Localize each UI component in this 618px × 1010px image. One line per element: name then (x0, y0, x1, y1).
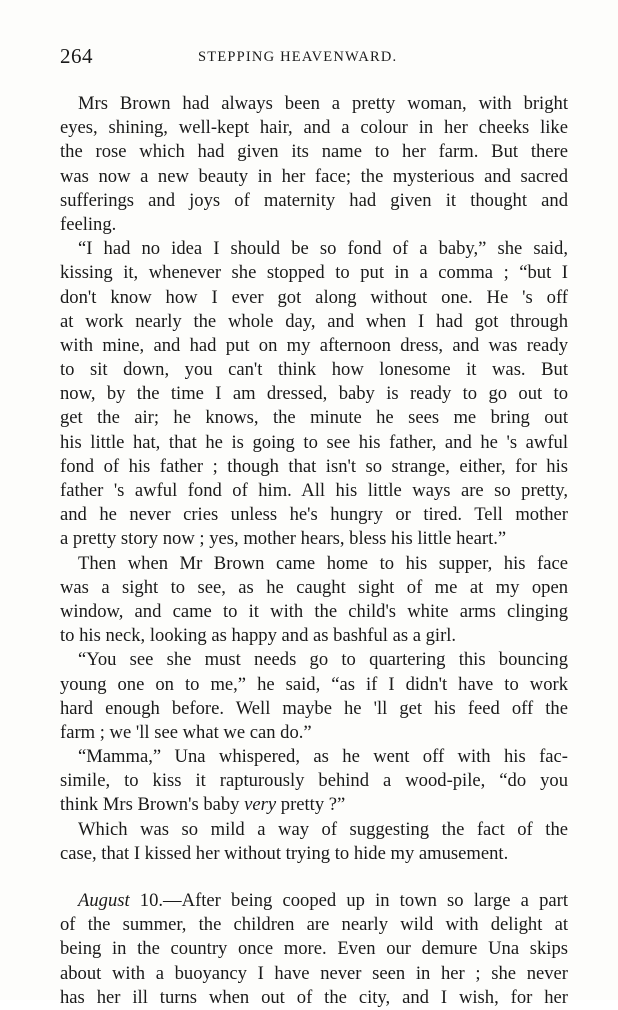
text-line: eyes, shining, well-kept hair, and a colour in her cheeks like (60, 117, 568, 139)
text-line: to sit down, you can't think how lonesome it was. But (60, 359, 568, 381)
text-line: a pretty story now ; yes, mother hears, bless his little heart.” (60, 528, 507, 550)
text-line: Then when Mr Brown came home to his supper, his face (78, 552, 568, 574)
text-line: Mrs Brown had always been a pretty woman, with bright (78, 93, 568, 114)
page-number: 264 (60, 44, 93, 68)
text-segment: 10.—After being cooped up in town so large a part (129, 890, 568, 911)
text-line: father 's awful fond of him. All his little ways are so pretty, (60, 480, 568, 501)
text-segment: pretty ?” (276, 794, 346, 816)
text-line: to his neck, looking as happy and as bashful as a girl. (60, 625, 457, 647)
text-line: simile, to kiss it rapturously behind a wood-pile, “do you (60, 770, 568, 792)
text-line: feeling. (60, 213, 117, 235)
italic-text: very (244, 794, 277, 816)
running-title: STEPPING HEAVENWARD. (198, 49, 398, 65)
text-line: his little hat, that he is going to see his father, and he 's awful (60, 431, 568, 453)
text-line: now, by the time I am dressed, baby is ready to go out to (60, 383, 568, 405)
text-line (60, 793, 568, 817)
text-line: fond of his father ; though that isn't so strange, either, for his (60, 455, 568, 477)
text-line: “I had no idea I should be so fond of a baby,” she said, (78, 238, 568, 260)
text-line: was a sight to see, as he caught sight of me at my open (60, 576, 568, 598)
text-line: and he never cries unless he's hungry or tired. Tell mother (60, 504, 568, 526)
text-line: farm ; we 'll see what we can do.” (60, 721, 312, 743)
text-line: hard enough before. Well maybe he 'll get his feed off the (60, 697, 568, 719)
text-line (60, 889, 568, 913)
text-line: don't know how I ever got along without one. He 's off (60, 286, 568, 308)
body-text (60, 92, 568, 1010)
text-line: window, and came to it with the child's white arms clinging (60, 600, 568, 622)
text-line: about with a buoyancy I have never seen in her ; she never (60, 962, 568, 984)
text-line: “You see she must needs go to quartering this bouncing (78, 649, 568, 671)
text-line: Which was so mild a way of suggesting the fact of the (78, 818, 568, 840)
text-line: the rose which had given its name to her farm. But there (60, 141, 568, 163)
italic-text: August (78, 890, 130, 911)
text-line: at work nearly the whole day, and when I had got through (60, 310, 568, 332)
text-line: was now a new beauty in her face; the mysterious and sacred (60, 165, 568, 187)
text-line: kissing it, whenever she stopped to put in a comma ; “but I (60, 262, 568, 284)
running-head (60, 44, 568, 74)
text-line: sufferings and joys of maternity had given it thought and (60, 189, 568, 211)
text-line: has her ill turns when out of the city, and I wish, for her (60, 986, 568, 1008)
text-line: young one on to me,” he said, “as if I didn't have to work (60, 673, 568, 695)
text-line: with mine, and had put on my afternoon dress, and was ready (60, 334, 568, 356)
text-line: case, that I kissed her without trying to hide my amusement. (60, 842, 509, 864)
text-line: being in the country once more. Even our demure Una skips (60, 938, 568, 960)
text-line: “Mamma,” Una whispered, as he went off with his fac- (78, 746, 568, 768)
text-line: get the air; he knows, the minute he sees me bring out (60, 407, 568, 429)
section-gap (60, 866, 568, 889)
text-line: of the summer, the children are nearly wild with delight at (60, 914, 568, 936)
text-segment: think Mrs Brown's baby (60, 794, 245, 816)
